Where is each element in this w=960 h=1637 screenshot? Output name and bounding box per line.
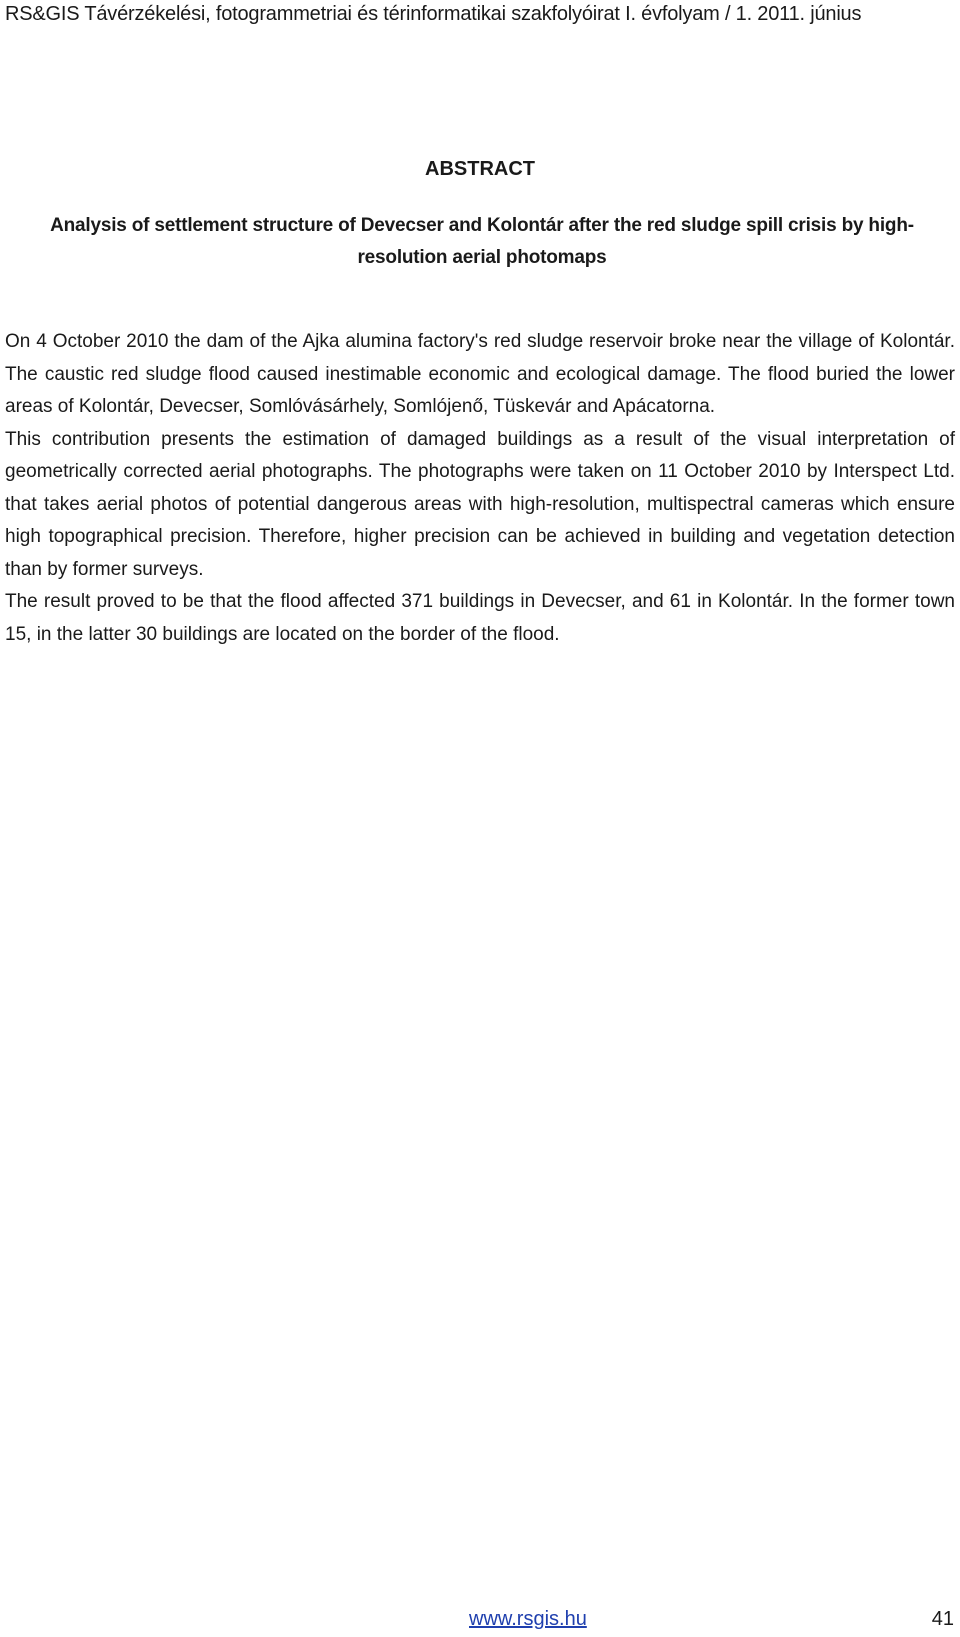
abstract-paragraph: On 4 October 2010 the dam of the Ajka alumina factory's red sludge reservoir broke near the village of Kolontár. The caustic red sludge flood caused inestimable economic and ecological damage. The flood buried the lower areas of Kolontár, Devecser, Somlóvásárhely, Somlójenő, Tüskevár and Apácatorna. — [5, 331, 955, 417]
abstract-heading: ABSTRACT — [425, 158, 535, 180]
abstract-paragraph: The result proved to be that the flood affected 371 buildings in Devecser, and 61 in Kolontár. In the former town 15, in the latter 30 buildings are located on the border of the flood. — [5, 591, 955, 645]
page-number: 41 — [931, 1608, 954, 1630]
website-link[interactable]: www.rsgis.hu — [469, 1608, 587, 1630]
running-header: RS&GIS Távérzékelési, fotogrammetriai és térinformatikai szakfolyóirat I. évfolyam / 1. 2011. június — [5, 3, 862, 25]
abstract-body — [5, 326, 955, 651]
page-footer — [0, 1606, 960, 1634]
abstract-paragraph: This contribution presents the estimation of damaged buildings as a result of the visual interpretation of geometrically corrected aerial photographs. The photographs were taken on 11 October 2010 by Interspect Ltd. that takes aerial photos of potential dangerous areas with high-resolution, multispectral cameras which ensure high topographical precision. Therefore, higher precision can be achieved in building and vegetation detection than by former surveys. — [5, 428, 955, 580]
paper-title: Analysis of settlement structure of Devecser and Kolontár after the red sludge spill crisis by high-resolution aerial photomaps — [50, 215, 914, 268]
